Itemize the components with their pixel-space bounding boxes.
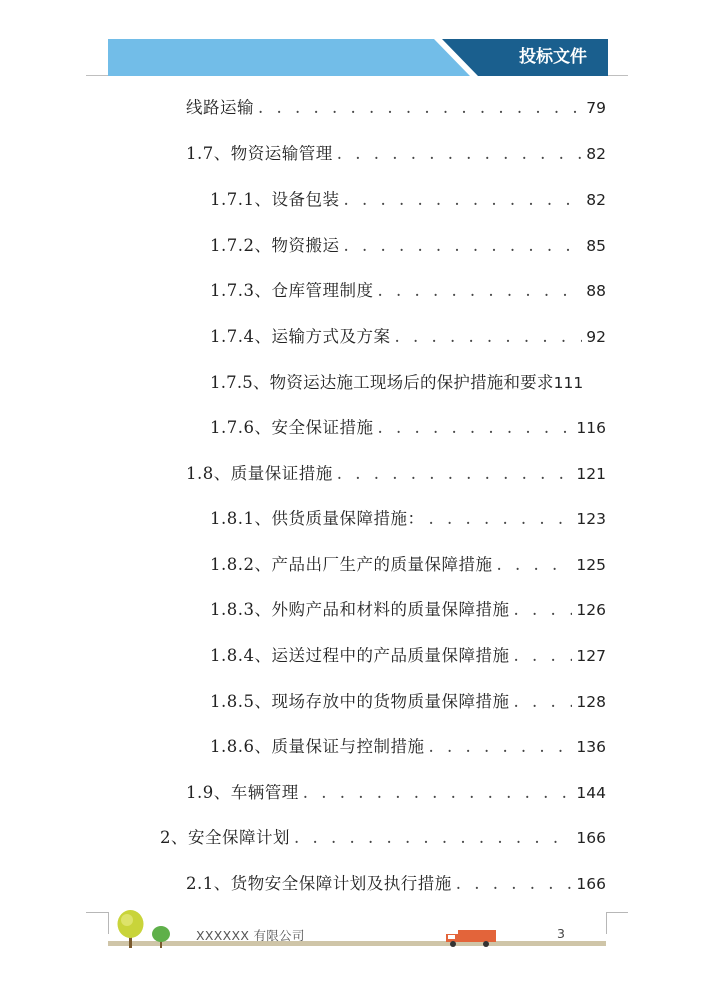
toc-entry-page: 116	[576, 419, 606, 437]
toc-entry-label: 1.7.5、物资运达施工现场后的保护措施和要求	[210, 373, 554, 392]
toc-entry[interactable]	[210, 277, 606, 301]
toc-leader-dots	[337, 464, 573, 483]
toc-entry-label: 2.1、货物安全保障计划及执行措施	[186, 874, 452, 893]
toc-leader-dots	[343, 190, 582, 209]
toc-entry-page: 166	[576, 829, 606, 847]
toc-entry-label: 1.8、质量保证措施	[186, 464, 333, 483]
toc-entry-label: 1.8.1、供货质量保障措施：	[210, 509, 425, 528]
toc-entry[interactable]	[160, 824, 606, 848]
toc-entry-page: 82	[586, 145, 606, 163]
toc-entry[interactable]	[210, 369, 632, 393]
toc-leader-dots	[394, 327, 582, 346]
crop-mark	[108, 912, 109, 934]
toc-entry-page: 128	[576, 693, 606, 711]
toc-leader-dots	[258, 98, 582, 117]
toc-entry[interactable]	[210, 323, 606, 347]
crop-mark	[606, 912, 607, 934]
trees-icon	[110, 908, 180, 948]
toc-leader-dots	[337, 144, 583, 163]
toc-entry-page: 79	[586, 99, 606, 117]
toc-entry[interactable]	[210, 186, 606, 210]
toc-entry-page: 127	[576, 647, 606, 665]
toc-entry[interactable]	[210, 505, 606, 529]
toc-entry-label: 1.8.4、运送过程中的产品质量保障措施	[210, 646, 510, 665]
toc-entry-page: 126	[576, 601, 606, 619]
toc-leader-dots	[513, 646, 572, 665]
toc-entry[interactable]	[210, 733, 606, 757]
footer-company: XXXXXX 有限公司	[196, 928, 305, 943]
toc-entry-label: 线路运输	[186, 98, 254, 117]
toc-entry-page: 125	[576, 556, 606, 574]
toc-entry[interactable]	[186, 870, 606, 894]
toc-entry[interactable]	[186, 94, 606, 118]
toc-entry-label: 1.8.2、产品出厂生产的质量保障措施	[210, 555, 493, 574]
toc-entry-page: 85	[586, 237, 606, 255]
toc-entry[interactable]	[210, 596, 606, 620]
toc-entry-page: 111	[553, 374, 584, 392]
toc-leader-dots	[513, 692, 572, 711]
toc-entry-label: 1.7.4、运输方式及方案	[210, 327, 391, 346]
toc-entry-label: 1.8.3、外购产品和材料的质量保障措施	[210, 600, 510, 619]
toc-entry[interactable]	[186, 140, 606, 164]
toc-entry-page: 88	[586, 282, 606, 300]
toc-entry[interactable]	[210, 642, 606, 666]
toc-entry[interactable]	[210, 414, 606, 438]
toc-entry-page: 166	[576, 875, 606, 893]
toc-leader-dots	[294, 828, 572, 847]
toc-leader-dots	[343, 236, 582, 255]
footer-page-number: 3	[557, 926, 565, 941]
toc-entry-page: 92	[586, 328, 606, 346]
crop-mark	[606, 912, 628, 913]
toc-entry-page: 123	[576, 510, 606, 528]
toc-entry-label: 1.7.2、物资搬运	[210, 236, 340, 255]
toc-entry-label: 1.7.3、仓库管理制度	[210, 281, 374, 300]
toc-entry-label: 1.7.6、安全保证措施	[210, 418, 374, 437]
toc-leader-dots	[377, 281, 582, 300]
toc-entry[interactable]	[210, 232, 606, 256]
toc-leader-dots	[456, 874, 573, 893]
crop-mark	[86, 912, 108, 913]
toc-entry-label: 1.7、物资运输管理	[186, 144, 333, 163]
toc-entry[interactable]	[186, 460, 606, 484]
toc-entry[interactable]	[210, 688, 606, 712]
toc-entry-label: 2、安全保障计划	[160, 828, 290, 847]
toc-entry-page: 82	[586, 191, 606, 209]
toc-entry-label: 1.8.6、质量保证与控制措施	[210, 737, 425, 756]
toc-leader-dots	[428, 737, 572, 756]
toc-entry-label: 1.7.1、设备包装	[210, 190, 340, 209]
toc-leader-dots	[496, 555, 572, 574]
truck-icon	[444, 928, 498, 948]
toc-entry-page: 121	[576, 465, 606, 483]
toc-entry-label: 1.8.5、现场存放中的货物质量保障措施	[210, 692, 510, 711]
toc-leader-dots	[513, 600, 572, 619]
toc-entry[interactable]	[210, 551, 606, 575]
toc-entry-page: 136	[576, 738, 606, 756]
header-title: 投标文件	[519, 47, 587, 67]
footer-ground	[108, 941, 606, 946]
toc-entry[interactable]	[186, 779, 606, 803]
toc-entry-page: 144	[576, 784, 606, 802]
toc-leader-dots	[377, 418, 572, 437]
toc-leader-dots	[428, 509, 572, 528]
toc-leader-dots	[303, 783, 573, 802]
toc-entry-label: 1.9、车辆管理	[186, 783, 299, 802]
